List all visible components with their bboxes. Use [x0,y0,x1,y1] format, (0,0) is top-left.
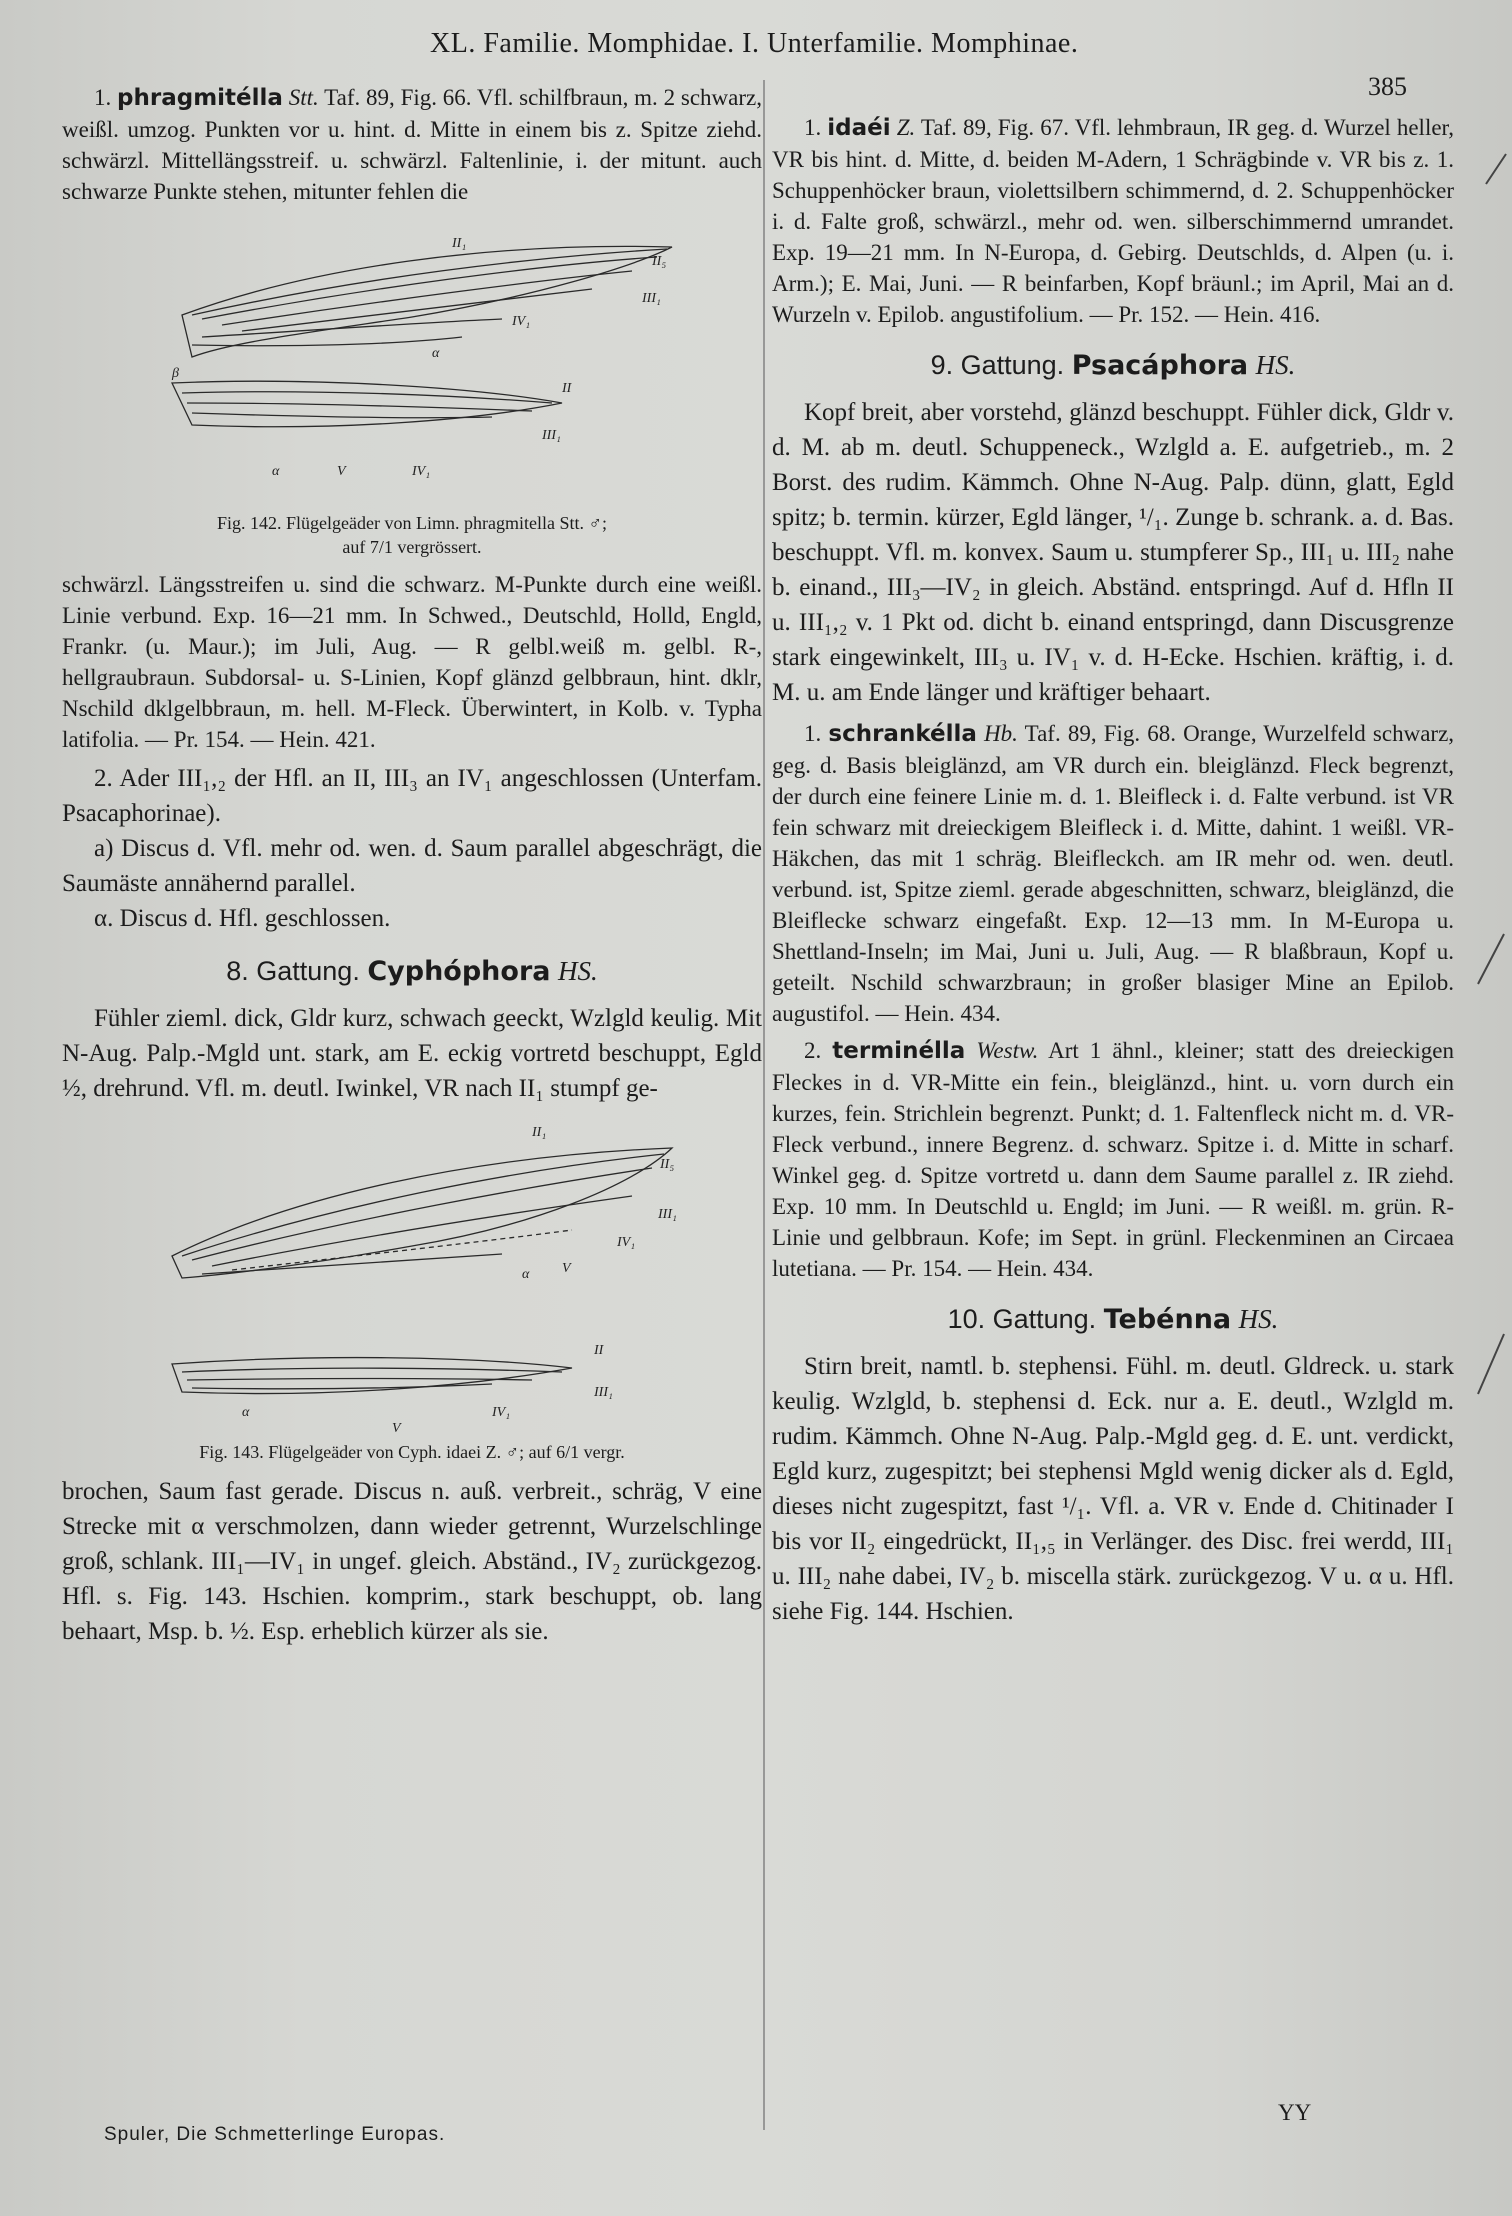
page-number: 385 [1368,72,1407,101]
genus-prefix: 10. Gattung. [947,1304,1097,1334]
caption-line: auf 7/1 vergrössert. [342,537,482,557]
figure-label: II₅ [652,254,667,269]
genus-heading-cyphophora [62,956,762,987]
figure-143-wing-venation [112,1106,712,1436]
figure-label: IV₁ [412,464,431,479]
paragraph-discus-hfl: α. Discus d. Hfl. geschlossen. [94,905,391,932]
figure-label: α [432,346,440,361]
paragraph-psacaphora: Kopf breit, aber vorstehd, glänzd beschuppt. Fühler dick, Gldr v. d. M. ab m. deutl. Schuppeneck., Wzlgld a. E. aufgetrieb., m. 2 Borst. des rudim. Kämmch. Ohne N-Aug. Palp. dünn, glatt, Egld spitz; b. termin. kürzer, Egld länger, ¹/₁. Zunge b. schrank. a. d. Bas. beschuppt. Vfl. m. konvex. Saum u. stumpferer Sp., III₁ u. III₂ nahe b. einand., III₃—IV₂ in gleich. Abständ. entspringd. Auf d. Hfln II u. III₁,₂ v. 1 Pkt od. dicht b. einand entspringd, dann Discusgrenze stark eingewinkelt, III₃ u. IV₁ v. d. H-Ecke. Hschien. kräftig, i. d. M. u. am Ende länger und kräftiger behaart. [772,399,1454,706]
paragraph-discus-vfl: a) Discus d. Vfl. mehr od. wen. d. Saum parallel abgeschrägt, die Saumäste annähernd parallel. [62,835,762,897]
margin-pencil-mark [1470,1330,1510,1400]
species-name: schrankélla [828,721,977,747]
genus-prefix: 8. Gattung. [226,956,360,986]
genus-heading-tebenna [772,1304,1454,1335]
species-phragmitella [62,82,762,207]
caption-line: Fig. 142. Flügelgeäder von Limn. phragmitella Stt. ♂; [217,513,607,533]
figure-label: III₁ [542,428,561,443]
species-author: Z. [896,115,916,140]
figure-label: II [562,381,572,396]
column-divider [763,80,765,2130]
genus-heading-psacaphora [772,350,1454,381]
figure-label: IV₁ [492,1405,511,1420]
species-name: idaéi [827,115,891,141]
species-name: phragmitélla [117,85,283,111]
species-schrankella [772,718,1454,1029]
figure-label: α [272,464,280,479]
species-number: 1. [804,721,822,746]
figure-label: V [562,1261,571,1276]
figure-143-caption: Fig. 143. Flügelgeäder von Cyph. idaei Z. ♂; auf 6/1 vergr. [199,1442,625,1462]
species-number: 1. [94,85,112,110]
species-number: 1. [804,115,822,140]
species-idaei [772,112,1454,330]
figure-label: III₁ [642,291,661,306]
figure-label: IV₁ [512,314,531,329]
figure-label: III₁ [594,1385,613,1400]
genus-name: Tebénna [1103,1304,1232,1335]
figure-label: α [522,1267,530,1282]
figure-142-caption [62,511,762,559]
species-text: Taf. 89, Fig. 67. Vfl. lehmbraun, IR geg. d. Wurzel heller, VR bis hint. d. Mitte, d. beiden M-Adern, 1 Schrägbinde v. VR bis z. 1. Schuppenhöcker braun, violettsilbern schimmernd, d. 2. Schuppenhöcker i. d. Falte groß, schwärzl., mehr od. wen. silberschimmernd umrandet. Exp. 19—21 mm. In N-Europa, d. Gebirg. Deutschlds, d. Alpen (u. i. Arm.); E. Mai, Juni. — R beinfarben, Kopf bräunl.; im April, Mai an d. Wurzeln v. Epilob. angustifolium. — Pr. 152. — Hein. 416. [772,115,1455,327]
species-text: Art 1 ähnl., kleiner; statt des dreieckigen Fleckes in d. VR-Mitte ein fein., bleiglänzd., hint. u. vorn durch ein kurzes, fein. Strichlein begrenzt. Punkt; d. 1. Faltenfleck nicht m. d. VR-Fleck verbund., innere Begrenz. d. schwarz. Spitze i. d. Mitte in scharf. Winkel geg. d. Spitze vortretd u. dann dem Saume parallel z. IR ziehd. Exp. 10 mm. In Deutschld u. Engld; im Juni. — R weißl. m. grün. R-Linie und gelbbraun. Kofe; im Sept. in grünl. Fleckenminen an Circaea lutetiana. — Pr. 154. — Hein. 434. [772,1038,1455,1281]
species-text: Taf. 89, Fig. 66. Vfl. schilfbraun, m. 2 schwarz, weißl. umzog. Punkten vor u. hint. d. Mitte in einem bis z. Spitze ziehd. schwärzl. Mittellängsstreif. u. schwärzl. Faltenlinie, i. der mitunt. auch schwarze Punkte stehen, mitunter fehlen die [62,85,762,204]
figure-label: II₁ [532,1125,547,1140]
left-column [62,82,762,1649]
species-text: Taf. 89, Fig. 68. Orange, Wurzelfeld schwarz, geg. d. Basis bleiglänzd, am VR durch ein. bleiglänzd. Fleck begrenzt, der durch eine feinere Linie m. d. 1. Bleifleck i. d. Falte verbund. ist VR fein schwarz mit dreieckigem Bleifleck i. d. Mitte, dahint. 1 weißl. VR-Häkchen, das mit 1 schräg. Bleifleckch. am IR mehr od. wen. deutl. verbund. ist, Spitze zieml. gerade abgeschnitten, schwarz, bleiglänzd, die Bleiflecke schwarz eingefaßt. Exp. 12—13 mm. In M-Europa u. Shettland-Inseln; im Mai, Juni u. Juli, Aug. — R blaßbraun, Kopf u. geteilt. Nschild schwarzbraun; in großer blasiger Mine an Epilob. augustifol. — Hein. 434. [772,721,1455,1026]
figure-label: V [337,464,346,479]
species-number: 2. [804,1038,822,1063]
species-author: Stt. [288,85,319,110]
running-header: XL. Familie. Momphidae. I. Unterfamilie. Momphinae. [430,28,1079,59]
genus-name: Cyphóphora [367,956,551,987]
genus-name: Psacáphora [1071,350,1249,381]
margin-pencil-mark [1480,150,1510,190]
paragraph-phragmitella-continued: schwärzl. Längsstreifen u. sind die schwarz. M-Punkte durch eine weißl. Linie verbund. Exp. 16—21 mm. In Schwed., Deutschld, Holld, Engld, Frankr. (u. Maur.); im Juli, Aug. — R gelbl.weiß m. gelbl. R-, hellgraubraun. Subdorsal- u. S-Linien, Kopf glänzd gelbbraun, hint. dklr, Nschild dklgelbbraun, m. hell. M-Fleck. Überwintert, in Kolb. v. Typha latifolia. — Pr. 154. — Hein. 421. [62,572,762,752]
figure-label: IV₁ [617,1235,636,1250]
figure-label: α [242,1405,250,1420]
paragraph-ader: 2. Ader III₁,₂ der Hfl. an II, III₃ an IV₁ angeschlossen (Unterfam. Psacaphorinae). [62,765,762,827]
figure-label: II₅ [660,1157,675,1172]
species-author: Westw. [976,1038,1039,1063]
footer-publication: Spuler, Die Schmetterlinge Europas. [104,2124,446,2145]
species-terminella [772,1035,1454,1284]
figure-label: II₁ [452,236,467,251]
figure-label: β [172,366,179,381]
figure-label: III₁ [658,1207,677,1222]
paragraph-cyphophora-continued: brochen, Saum fast gerade. Discus n. auß. verbreit., schräg, V eine Strecke mit α verschmolzen, dann wieder getrennt, Wurzelschlinge groß, schlank. III₁—IV₁ in ungef. gleich. Abständ., IV₂ zurückgezog. Hfl. s. Fig. 143. Hschien. komprim., stark beschuppt, ob. lang behaart, Msp. b. ½. Esp. erheblich kürzer als sie. [62,1478,762,1645]
genus-author: HS. [1255,350,1296,380]
genus-author: HS. [1238,1304,1279,1334]
right-column [772,112,1454,1629]
species-author: Hb. [984,721,1018,746]
genus-author: HS. [558,956,598,986]
printer-signature: YY [1278,2100,1312,2125]
genus-prefix: 9. Gattung. [930,350,1065,380]
paragraph-cyphophora: Fühler zieml. dick, Gldr kurz, schwach geeckt, Wzlgld keulig. Mit N-Aug. Palp.-Mgld unt. stark, am E. eckig vortretd beschuppt, Egld ½, drehrund. Vfl. m. deutl. Iwinkel, VR nach II₁ stumpf ge- [62,1005,762,1102]
species-name: terminélla [832,1038,966,1064]
figure-label: V [392,1421,401,1436]
paragraph-tebenna: Stirn breit, namtl. b. stephensi. Fühl. m. deutl. Gldreck. u. stark keulig. Wzlgld, b. stephensi d. Eck. nur a. E. deutl., Wzlgld m. rudim. Kämmch. Ohne N-Aug. Palp.-Mgld geg. d. E. unt. verdickt, Egld kurz, zugespitzt; bei stephensi Mgld wenig dicker als d. Egld, dieses nicht zugespitzt, fast ¹/₁. Vfl. a. VR v. Ende d. Chitinader I bis vor II₂ eingedrückt, II₁,₅ in Verlänger. des Disc. frei werdd, III₁ u. III₂ nahe dabei, IV₂ b. miscella stärk. zurückgezog. V u. α u. Hfl. siehe Fig. 144. Hschien. [772,1353,1454,1625]
figure-142-wing-venation [112,207,712,507]
margin-pencil-mark [1470,930,1510,990]
figure-label: II [594,1343,604,1358]
